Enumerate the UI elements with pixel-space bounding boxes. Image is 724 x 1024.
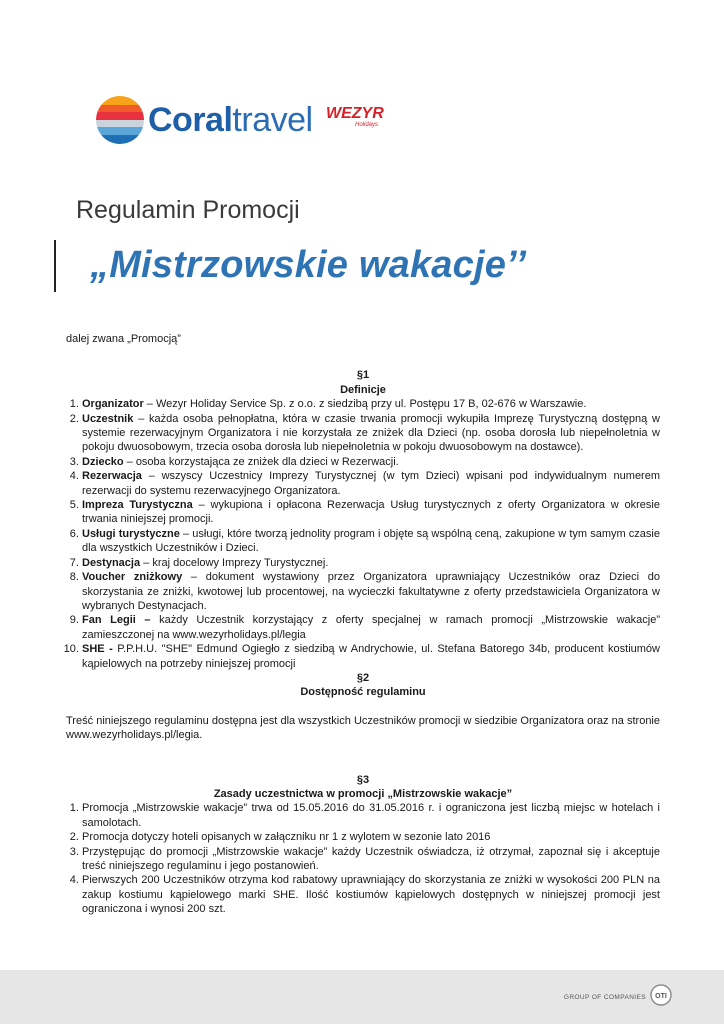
- document-body: [66, 332, 660, 917]
- coral-travel-wordmark: [148, 100, 313, 140]
- definition-text: każdy Uczestnik korzystający z oferty specjalnej w ramach promocji „Mistrzowskie wakacje” zamieszczonej na www.wezyrholidays.pl/legia: [82, 614, 660, 641]
- definition-term: Impreza Turystyczna: [82, 499, 193, 512]
- text-cursor: [54, 240, 56, 292]
- rule-item: 2. Promocja dotyczy hoteli opisanych w załączniku nr 1 z wylotem w sezonie lato 2016: [82, 830, 660, 844]
- definition-term: Usługi turystyczne: [82, 527, 180, 540]
- definition-term: SHE -: [82, 643, 113, 656]
- definition-separator: –: [143, 398, 156, 411]
- wezyr-logo-main: WEZYR: [326, 105, 384, 122]
- definition-item: [82, 412, 660, 455]
- definition-item: [82, 570, 660, 613]
- definition-separator: –: [182, 571, 206, 584]
- section-title: Dostępność regulaminu: [300, 686, 426, 699]
- definition-separator: –: [141, 470, 162, 483]
- definition-separator: –: [133, 412, 150, 425]
- group-of-companies-label: GROUP OF COMPANIES: [563, 994, 646, 1001]
- definition-text: kraj docelowy Imprezy Turystycznej.: [152, 556, 329, 569]
- wezyr-logo-sub: Holidays: [354, 122, 378, 128]
- definition-separator: –: [140, 556, 153, 569]
- definition-term: Organizator: [82, 398, 144, 411]
- section-2: [66, 671, 660, 743]
- definition-term: Voucher zniżkowy: [82, 571, 183, 584]
- definition-separator: –: [179, 527, 193, 540]
- definition-term: Uczestnik: [82, 412, 134, 425]
- coral-travel-logo-icon: [96, 96, 144, 144]
- section-number: §2: [356, 671, 370, 684]
- spacer: [66, 700, 660, 714]
- definition-text: osoba korzystająca ze zniżek dla dzieci w Rezerwacji.: [135, 455, 399, 468]
- section-3: [66, 773, 660, 917]
- definition-text: P.P.H.U. "SHE" Edmund Ogiegło z siedzibą w Andrychowie, ul. Stefana Batorego 34b, producent kostiumów kąpielowych na potrzeby niniejszej promocji: [82, 643, 660, 670]
- definition-item: [82, 455, 660, 469]
- definition-item: [82, 397, 660, 411]
- definition-text: każda osoba pełnopłatna, która w czasie trwania promocji wykupiła Imprezę Turystyczną dostępną w systemie rezerwacyjnym Organizatora i nie korzystała ze zniżek dla Dzieci (np. osoba dorosła lub niepełnoletnia w pokoju dwuosobowym, trzecia osoba dorosła lub niepełnoletnia w pokoju dwuosobowym na dostawce).: [82, 412, 660, 454]
- definition-item: [82, 498, 660, 527]
- document-kicker: Regulamin Promocji: [76, 196, 300, 224]
- rule-item: 1. Promocja „Mistrzowskie wakacje” trwa od 15.05.2016 do 31.05.2016 r. i ograniczona jest liczbą miejsc w hotelach i samolotach.: [82, 801, 660, 830]
- spacer: [66, 743, 660, 773]
- wezyr-holidays-logo: [326, 106, 382, 128]
- definition-text: wykupiona i opłacona Rezerwacja Usług turystycznych z oferty Organizatora w okresie trwania niniejszej promocji.: [82, 499, 660, 526]
- oti-badge-text: OTI: [655, 993, 667, 1000]
- definition-term: Rezerwacja: [82, 470, 142, 483]
- definition-item: [82, 527, 660, 556]
- rule-item: 4. Pierwszych 200 Uczestników otrzyma kod rabatowy uprawniający do skorzystania ze zniżki w wysokości 200 PLN na zakup kostiumu kąpielowego marki SHE. Ilość kostiumów kąpielowych dostępnych w niniejszej promocji jest ograniczona i wynosi 200 szt.: [82, 873, 660, 916]
- definition-item: [82, 469, 660, 498]
- header-logos: [96, 96, 396, 152]
- definition-separator: [151, 614, 160, 626]
- section-1: [66, 368, 660, 671]
- definition-item: [82, 613, 660, 642]
- logo-brand-light: travel: [232, 101, 313, 139]
- definition-item: [82, 642, 660, 671]
- definition-term: Destynacja: [82, 556, 141, 569]
- definition-item: [82, 556, 660, 570]
- oti-logo-icon: [650, 984, 672, 1006]
- rules-list: [66, 801, 660, 916]
- section-title: Zasady uczestnictwa w promocji „Mistrzowskie wakacje”: [213, 787, 513, 800]
- section-number: §3: [356, 773, 370, 786]
- definition-separator: –: [123, 455, 136, 468]
- section-paragraph: Treść niniejszego regulaminu dostępna jest dla wszystkich Uczestników promocji w siedzibie Organizatora oraz na stronie www.wezyrholidays.pl/legia.: [66, 714, 660, 742]
- section-title: Definicje: [340, 383, 386, 396]
- definition-separator: –: [192, 499, 211, 512]
- definition-text: wszyscy Uczestnicy Imprezy Turystycznej (w tym Dzieci) wpisani pod indywidualnym numerem rezerwacji do systemu rezerwacyjnego Organizatora.: [82, 470, 661, 497]
- section-number: §1: [356, 369, 370, 382]
- definition-text: dokument wystawiony przez Organizatora uprawniający Uczestników oraz Dzieci do skorzystania ze zniżki, kwotowej lub procentowej, na wycieczki fakultatywne z oferty przedstawiciela Organizatora w wybranych Destynacjach.: [82, 571, 660, 612]
- definition-text: Wezyr Holiday Service Sp. z o.o. z siedzibą przy ul. Postępu 17 B, 02-676 w Warszawie.: [155, 398, 587, 411]
- rule-item: 3. Przystępując do promocji „Mistrzowskie wakacje” każdy Uczestnik oświadcza, iż otrzymał, zapoznał się i akceptuje treść niniejszego regulaminu i jego postanowień.: [82, 845, 660, 874]
- definition-term: Fan Legii –: [82, 614, 151, 627]
- definitions-list: [66, 397, 660, 671]
- logo-brand-bold: Coral: [148, 101, 233, 139]
- definition-text: usługi, które tworzą jednolity program i objęte są wspólną ceną, zakupione w tym samym czasie dla wszystkich Uczestników i Dzieci.: [82, 527, 660, 555]
- document-title: „Mistrzowskie wakacje’’: [90, 244, 527, 286]
- definition-term: Dziecko: [82, 455, 124, 468]
- intro-text: dalej zwana „Promocją”: [66, 333, 181, 345]
- page-footer: [0, 970, 724, 1024]
